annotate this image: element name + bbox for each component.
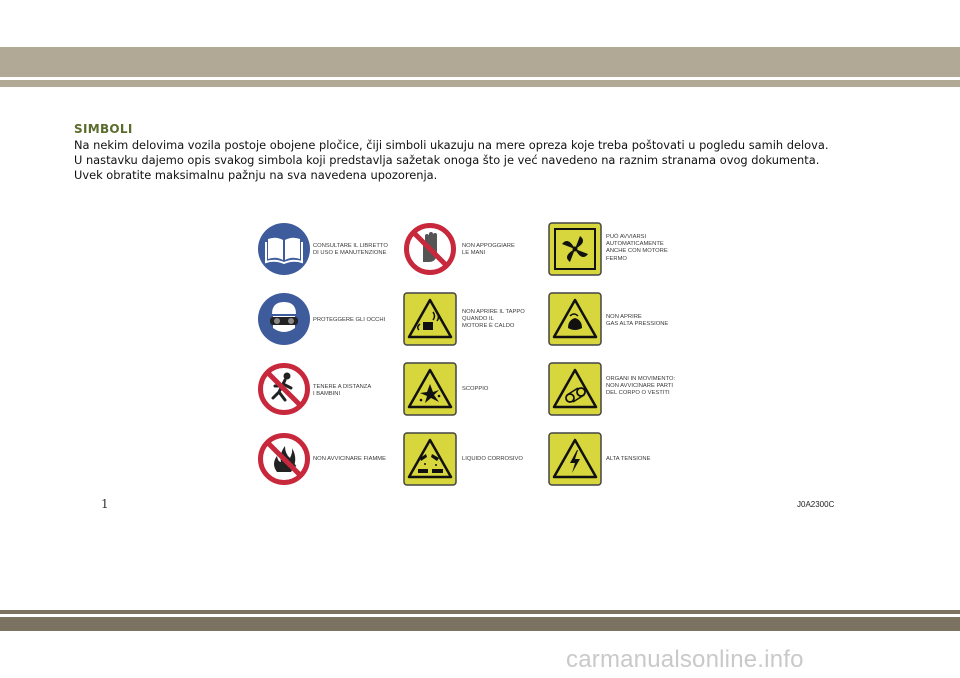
moving-parts-icon	[548, 362, 602, 416]
explosion-icon	[403, 362, 457, 416]
symbol-label: NON APPOGGIARE LE MANI	[462, 243, 515, 257]
watermark: carmanualsonline.info	[566, 646, 804, 673]
symbol-label: CONSULTARE IL LIBRETTO DI USO E MANUTENZIONE	[313, 243, 388, 257]
symbol-label: ALTA TENSIONE	[606, 456, 651, 462]
corrosive-icon	[403, 432, 457, 486]
header-band-thin	[0, 80, 960, 87]
figure-reference: J0A2300C	[797, 500, 835, 509]
header-band	[0, 47, 960, 77]
hot-liquid-icon	[403, 292, 457, 346]
intro-line: U nastavku dajemo opis svakog simbola koji predstavlja sažetak onoga što je već navedeno na raznim stranama ovog dokumenta.	[74, 153, 820, 167]
symbol-label: TENERE A DISTANZA I BAMBINI	[313, 384, 372, 398]
book-icon	[257, 222, 311, 276]
symbol-label: NON AVVICINARE FIAMME	[313, 456, 387, 462]
no-children-icon	[257, 362, 311, 416]
footer-band-thin	[0, 610, 960, 614]
page-number: 1	[101, 497, 109, 511]
intro-line: Na nekim delovima vozila postoje obojene pločice, čiji simboli ukazuju na mere opreza koje treba poštovati u pogledu samih delova.	[74, 138, 829, 152]
high-voltage-icon	[548, 432, 602, 486]
no-flame-icon	[257, 432, 311, 486]
symbol-label: PROTEGGERE GLI OCCHI	[313, 317, 386, 323]
no-hand-icon	[403, 222, 457, 276]
symbol-label: NON APRIRE IL TAPPO QUANDO IL MOTORE È CALDO	[462, 309, 525, 330]
footer-band	[0, 617, 960, 631]
symbol-label: NON APRIRE GAS ALTA PRESSIONE	[606, 314, 669, 328]
symbol-label: SCOPPIO	[462, 386, 489, 392]
pressure-icon	[548, 292, 602, 346]
intro-paragraph	[74, 138, 894, 183]
symbol-label: LIQUIDO CORROSIVO	[462, 456, 523, 462]
fan-icon	[548, 222, 602, 276]
goggles-icon	[257, 292, 311, 346]
intro-line: Uvek obratite maksimalnu pažnju na sva navedena upozorenja.	[74, 168, 438, 182]
symbol-label: PUÒ AVVIARSI AUTOMATICAMENTE ANCHE CON MOTORE FERMO	[606, 234, 668, 262]
symbol-label: ORGANI IN MOVIMENTO: NON AVVICINARE PARTI DEL CORPO O VESTITI	[606, 376, 676, 397]
section-heading: SIMBOLI	[74, 122, 133, 136]
